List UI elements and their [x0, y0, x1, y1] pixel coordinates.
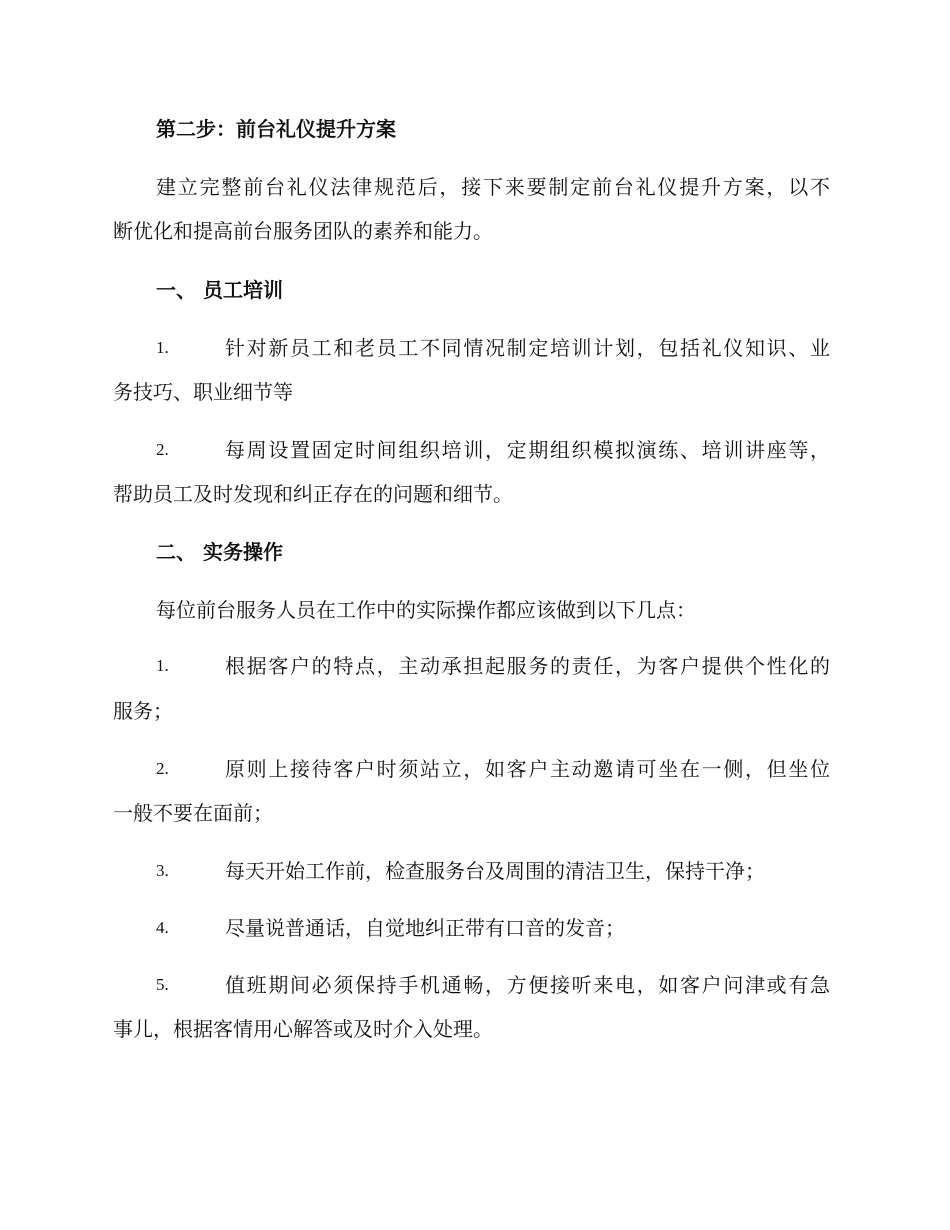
- section2-item5-number: 5.: [156, 975, 169, 994]
- section2-heading: 二、 实务操作: [156, 540, 283, 564]
- section1-item2-line2: 帮助员工及时发现和纠正存在的问题和细节。: [113, 482, 513, 506]
- section1-item1-number: 1.: [156, 338, 169, 357]
- section1-heading: 一、 员工培训: [156, 278, 283, 302]
- section2-item2-line1: 原则上接待客户时须站立，如客户主动邀请可坐在一侧，但坐位: [225, 757, 830, 781]
- intro-line-2: 断优化和提高前台服务团队的素养和能力。: [113, 219, 493, 243]
- section2-item3-line1: 每天开始工作前，检查服务台及周围的清洁卫生，保持干净；: [225, 859, 765, 883]
- section2-item2-number: 2.: [156, 759, 169, 778]
- section1-item2-number: 2.: [156, 440, 169, 459]
- section2-item4-number: 4.: [156, 918, 169, 937]
- step-heading: 第二步：前台礼仪提升方案: [156, 117, 396, 141]
- section2-item5-line1: 值班期间必须保持手机通畅，方便接听来电，如客户问津或有急: [225, 973, 830, 997]
- section2-item1-line2: 服务；: [113, 699, 173, 723]
- intro-line-1: 建立完整前台礼仪法律规范后，接下来要制定前台礼仪提升方案，以不: [156, 175, 830, 199]
- section1-item1-line1: 针对新员工和老员工不同情况制定培训计划，包括礼仪知识、业: [225, 336, 830, 360]
- section2-item2-line2: 一般不要在面前；: [113, 801, 273, 825]
- section2-item4-line1: 尽量说普通话，自觉地纠正带有口音的发音；: [225, 916, 625, 940]
- section2-item1-number: 1.: [156, 656, 169, 675]
- section1-item1-line2: 务技巧、职业细节等: [113, 380, 293, 404]
- section2-item3-number: 3.: [156, 861, 169, 880]
- section2-item1-line1: 根据客户的特点，主动承担起服务的责任，为客户提供个性化的: [225, 654, 830, 678]
- section1-item2-line1: 每周设置固定时间组织培训，定期组织模拟演练、培训讲座等，: [225, 438, 830, 462]
- section2-intro: 每位前台服务人员在工作中的实际操作都应该做到以下几点：: [156, 598, 696, 622]
- section2-item5-line2: 事儿，根据客情用心解答或及时介入处理。: [113, 1017, 493, 1041]
